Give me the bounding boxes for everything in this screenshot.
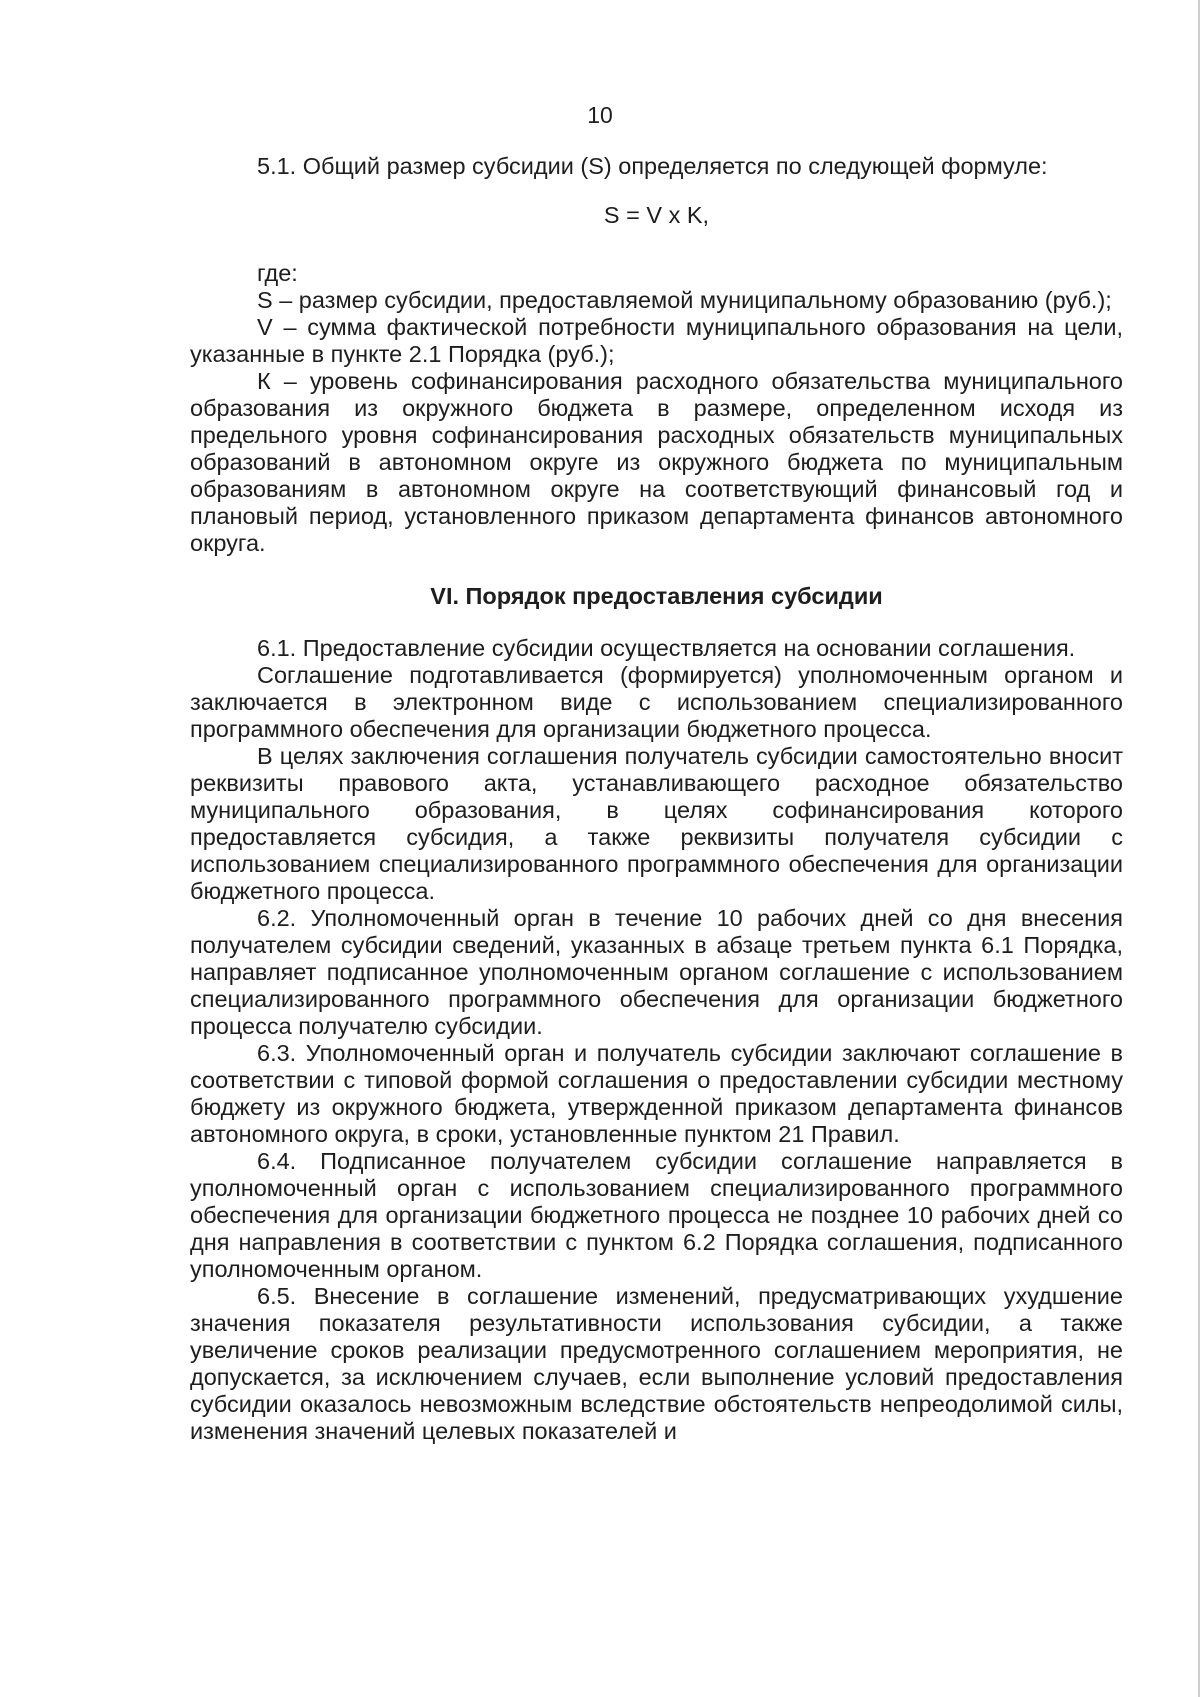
formula: S = V x K, bbox=[603, 202, 710, 228]
definition-s: S – размер субсидии, предоставляемой муниципальному образованию (руб.); bbox=[257, 287, 1112, 313]
document-body bbox=[190, 0, 1123, 1445]
paragraph-5-1: 5.1. Общий размер субсидии (S) определяется по следующей формуле: bbox=[257, 153, 1048, 179]
section-title: VI. Порядок предоставления субсидии bbox=[430, 583, 883, 609]
paragraph-6-3: 6.3. Уполномоченный орган и получатель субсидии заключают соглашение в соответствии с типовой формой соглашения о предоставлении субсидии местному бюджету из окружного бюджета, утвержденной приказом департамента финансов автономного округа, в сроки, установленные пунктом 21 Правил. bbox=[190, 1040, 1123, 1147]
paragraph-agreement: Соглашение подготавливается (формируется) уполномоченным органом и заключается в электронном виде с использованием специализированного программного обеспечения для организации бюджетного процесса. bbox=[190, 662, 1123, 742]
paragraph-6-5: 6.5. Внесение в соглашение изменений, предусматривающих ухудшение значения показателя результативности использования субсидии, а также увеличение сроков реализации предусмотренного соглашением мероприятия, не допускается, за исключением случаев, если выполнение условий предоставления субсидии оказалось невозможным вследствие обстоятельств непреодолимой силы, изменения значений целевых показателей и bbox=[190, 1283, 1123, 1444]
paragraph-6-4: 6.4. Подписанное получателем субсидии соглашение направляется в уполномоченный орган с использованием специализированного программного обеспечения для организации бюджетного процесса не позднее 10 рабочих дней со дня направления в соответствии с пунктом 6.2 Порядка соглашения, подписанного уполномоченным органом. bbox=[190, 1148, 1123, 1282]
definition-v: V – сумма фактической потребности муниципального образования на цели, указанные в пункте 2.1 Порядка (руб.); bbox=[190, 314, 1123, 367]
definition-k: К – уровень софинансирования расходного обязательства муниципального образования из окружного бюджета в размере, определенном исходя из предельного уровня софинансирования расходных обязательств муниципальных образований в автономном округе из окружного бюджета по муниципальным образованиям в автономном округе на соответствующий финансовый год и плановый период, установленного приказом департамента финансов автономного округа. bbox=[190, 368, 1123, 556]
paragraph-6-2: 6.2. Уполномоченный орган в течение 10 рабочих дней со дня внесения получателем субсидии сведений, указанных в абзаце третьем пункта 6.1 Порядка, направляет подписанное уполномоченным органом соглашение с использованием специализированного программного обеспечения для организации бюджетного процесса получателю субсидии. bbox=[190, 905, 1123, 1039]
paragraph-purpose: В целях заключения соглашения получатель субсидии самостоятельно вносит реквизиты правового акта, устанавливающего расходное обязательство муниципального образования, в целях софинансирования которого предоставляется субсидия, а также реквизиты получателя субсидии с использованием специализированного программного обеспечения для организации бюджетного процесса. bbox=[190, 743, 1123, 904]
where-label: где: bbox=[257, 260, 298, 286]
paragraph-6-1: 6.1. Предоставление субсидии осуществляется на основании соглашения. bbox=[257, 635, 1076, 661]
page-number: 10 bbox=[587, 102, 613, 128]
